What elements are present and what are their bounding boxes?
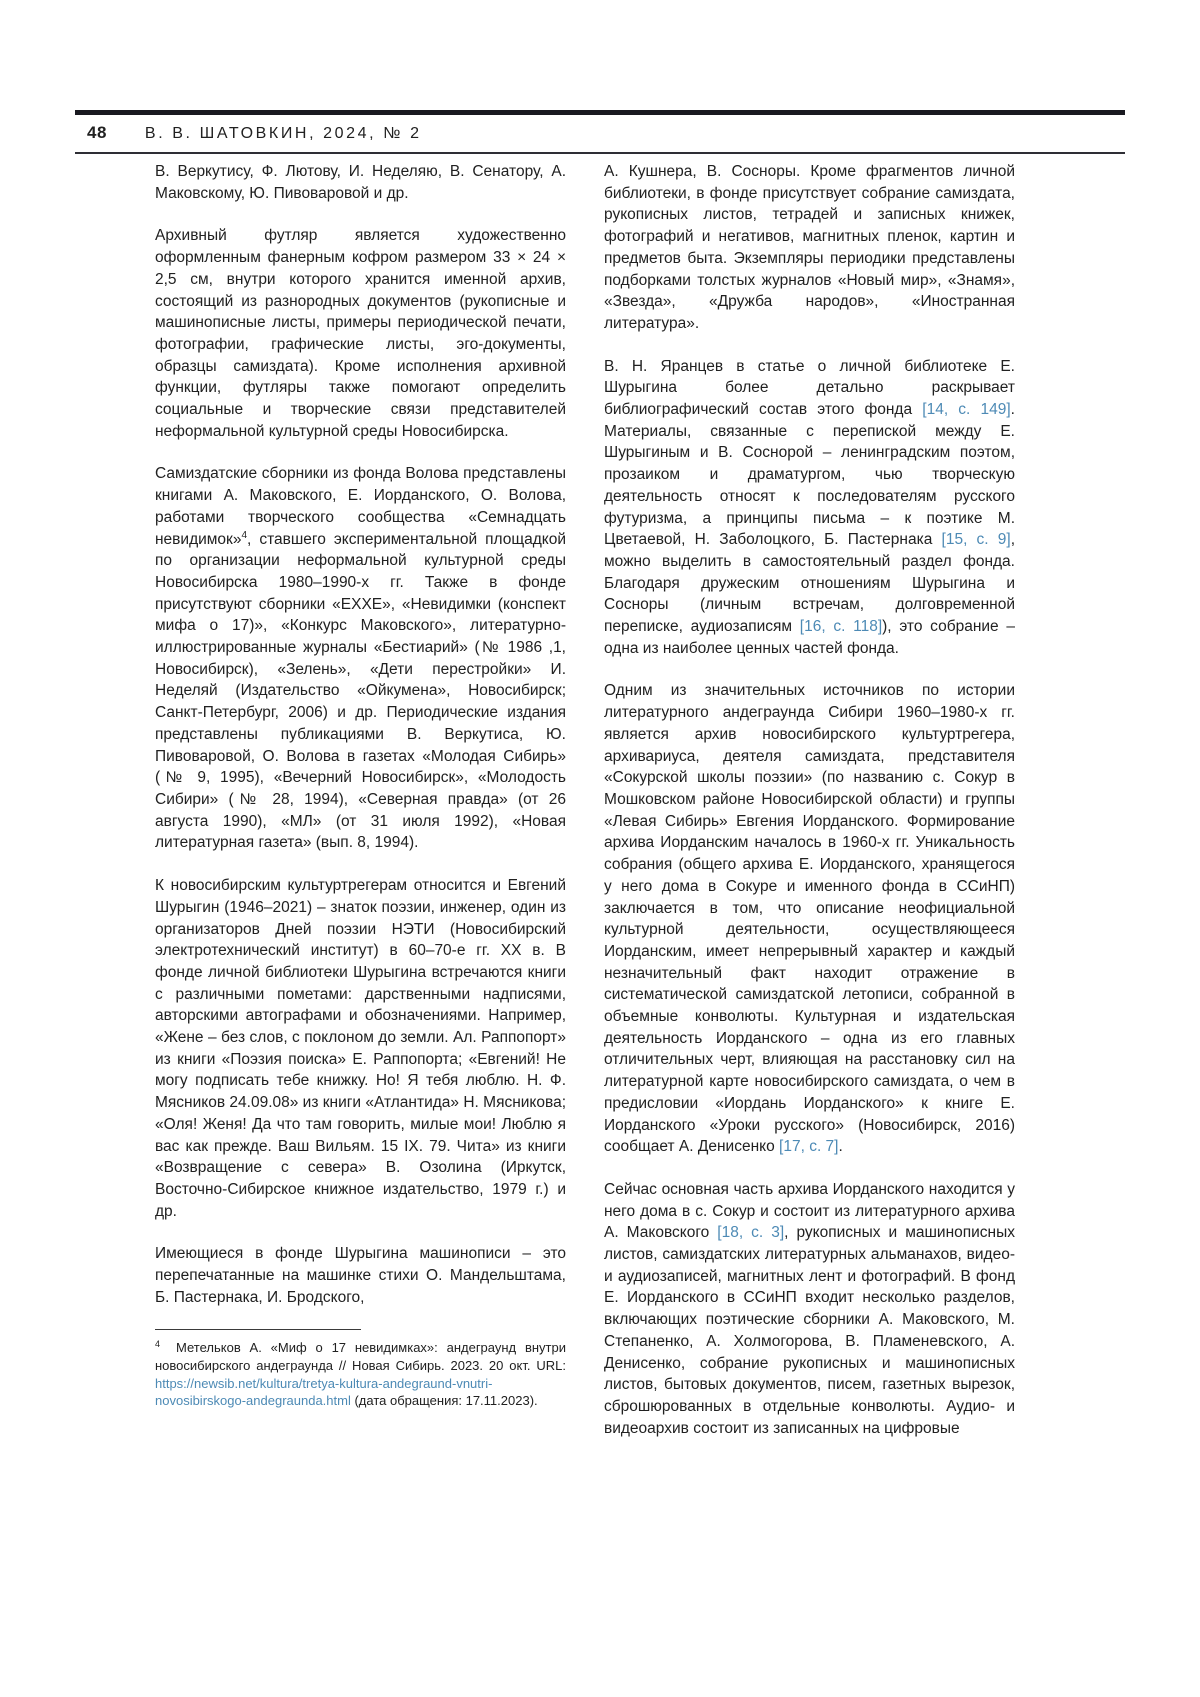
text-run: Сейчас основная часть архива Иорданского находится у него дома в с. Сокур и состоит из литературного архива А. Маковского — [604, 1180, 1015, 1242]
footnote-divider — [155, 1329, 361, 1330]
paragraph — [604, 1179, 1015, 1439]
paragraph — [604, 356, 1015, 660]
footnote-marker: 4 — [155, 1339, 161, 1350]
text-run: А. Кушнера, В. Сосноры. Кроме фрагментов личной библиотеки, в фонде присутствует собрание самиздата, рукописных листов, тетрадей и записных книжек, фотографий и негативов, магнитных пленок, картин и предметов быта. Экземпляры периодики представлены подборками толстых журналов «Новый мир», «Знамя», «Звезда», «Дружба народов», «Иностранная литература». — [604, 163, 1015, 332]
text-run: , ставшего экспериментальной площадкой по организации неформальной культурной среды Новосибирска 1980–1990-х гг. Также в фонде присутствуют сборники «ЕХХЕ», «Невидимки (конспект мифа о 17)», «Конкурс Маковского», литературно-иллюстрированные журналы «Бестиарий» (№ 1986 ,1, Новосибирск), «Зелень», «Дети перестройки» И. Неделяй (Издательство «Ойкумена», Новосибирск; Санкт-Петербург, 2006) и др. Периодические издания представлены публикациями В. Веркутиса, Ю. Пивоваровой, О. Волова в газетах «Молодая Сибирь» (№ 9, 1995), «Вечерний Новосибирск», «Молодость Сибири» (№ 28, 1994), «Северная правда» (от 26 августа 1990), «МЛ» (от 31 июля 1992), «Новая литературная газета» (вып. 8, 1994). — [155, 530, 566, 852]
footnote-text — [155, 1339, 566, 1409]
footnote-citation: Метельков А. «Миф о 17 невидимках»: андеграунд внутри новосибирского андеграунда // Новая Сибирь. 2023. 20 окт. URL: — [155, 1340, 566, 1374]
footnote-url-link[interactable]: https://newsib.net/kultura/tretya-kultura-andegraund-vnutri-novosibirskogo-andegraunda.html — [155, 1375, 493, 1409]
running-title: В. В. ШАТОВКИН, 2024, № 2 — [144, 125, 422, 142]
header-bottom-rule — [75, 152, 1125, 154]
paragraph — [155, 1243, 566, 1308]
left-column-paragraphs — [155, 161, 566, 1308]
text-run: Одним из значительных источников по истории литературного андеграунда Сибири 1960–1980-х гг. является архив новосибирского культуртрегера, архивариуса, деятеля самиздата, представителя «Сокурской школы поэзии» (по названию с. Сокур в Мошковском районе Новосибирской области) и группы «Левая Сибирь» Евгения Иорданского. Формирование архива Иорданским началось в 1960-х гг. Уникальность собрания (общего архива Е. Иорданского, хранящегося у него дома в Сокуре и именного фонда в ССиНП) заключается в том, что описание неофициальной культурной деятельности, осуществляющееся Иорданским, имеет непрерывный характер и каждый незначительный факт находит отражение в систематической самиздатской летописи, собранной в объемные конволюты. Культурная и издательская деятельность Иорданского – одна из его главных отличительных черт, влияющая на расстановку сил на литературной карте новосибирского самиздата, о чем в предисловии «Иордань Иорданского» к книге Е. Иорданского «Уроки русского» (Новосибирск, 2016) сообщает А. Денисенко — [604, 682, 1015, 1156]
text-run: . Материалы, связанные с перепиской между Е. Шурыгиным и В. Соснорой – ленинградским поэтом, прозаиком и драматургом, чью творческую деятельность относят к последователям русского футуризма, а принципы письма – к поэтике М. Цветаевой, Н. Заболоцкого, Б. Пастернака — [604, 401, 1015, 549]
article-body — [155, 161, 1015, 1460]
paragraph — [155, 225, 566, 442]
left-column — [155, 161, 566, 1460]
citation-link[interactable]: [17, с. 7] — [779, 1138, 839, 1156]
page-number: 48 — [87, 123, 107, 142]
footnote-access-date: (дата обращения: 17.11.2023). — [350, 1393, 538, 1409]
citation-link[interactable]: [15, с. 9] — [941, 531, 1011, 549]
text-run: Самиздатские сборники из фонда Волова представлены книгами А. Маковского, Е. Иорданского, О. Волова, работами творческого сообщества «Семнадцать невидимок» — [155, 465, 566, 548]
text-run: Имеющиеся в фонде Шурыгина машинописи – это перепечатанные на машинке стихи О. Мандельштама, Б. Пастернака, И. Бродского, — [155, 1245, 566, 1306]
text-run: , рукописных и машинописных листов, самиздатских литературных альманахов, видео- и аудиозаписей, магнитных лент и фотографий. В фонд Е. Иорданского в ССиНП входит несколько разделов, включающих поэтические сборники А. Маковского, М. Степаненко, А. Холмогорова, В. Пламеневского, А. Денисенко, собрание рукописных и машинописных листов, бытовых документов, писем, газетных вырезок, сброшюрованных в отдельные конволюты. Аудио- и видеоархив состоит из записанных на цифровые — [604, 1224, 1015, 1437]
right-column-paragraphs — [604, 161, 1015, 1439]
footnote — [155, 1329, 566, 1409]
text-run: , можно выделить в самостоятельный раздел фонда. Благодаря дружеским отношениям Шурыгина и Сосноры (личным встречам, долговременной переписке, аудиозаписям — [604, 531, 1015, 636]
paragraph — [604, 680, 1015, 1157]
text-run: В. Веркутису, Ф. Лютову, И. Неделяю, В. Сенатору, А. Маковскому, Ю. Пивоваровой и др. — [155, 163, 566, 202]
paragraph — [604, 161, 1015, 335]
right-column — [604, 161, 1015, 1460]
citation-link[interactable]: [18, с. 3] — [717, 1224, 785, 1242]
citation-link[interactable]: [14, с. 149] — [922, 401, 1011, 419]
text-run: Архивный футляр является художественно оформленным фанерным кофром размером 33 × 24 × 2,5 см, внутри которого хранится именной архив, состоящий из разнородных документов (рукописные и машинописные листы, примеры периодической печати, фотографии, графические листы, эго-документы, образцы самиздата). Кроме исполнения архивной функции, футляры также помогают определить социальные и творческие связи представителей неформальной культурной среды Новосибирска. — [155, 227, 566, 440]
text-run: К новосибирским культуртрегерам относится и Евгений Шурыгин (1946–2021) – знаток поэзии, инженер, один из организаторов Дней поэзии НЭТИ (Новосибирский электротехнический институт) в 60–70-е гг. XX в. В фонде личной библиотеки Шурыгина встречаются книги с различными пометами: дарственными надписями, авторскими автографами и обозначениями. Например, «Жене – без слов, с поклоном до земли. Ал. Раппопорт» из книги «Поэзия поиска» Е. Раппопорта; «Евгений! Не могу подписать тебе книжку. Но! Я тебя люблю. Н. Ф. Мясников 24.09.08» из книги «Атлантида» Н. Мясникова; «Оля! Женя! Да что там говорить, милые мои! Люблю я вас как прежде. Ваш Вильям. 15 IX. 79. Чита» из книги «Возвращение с севера» В. Озолина (Иркутск, Восточно-Сибирское книжное издательство, 1979 г.) и др. — [155, 877, 566, 1220]
text-run: . — [838, 1138, 843, 1156]
text-run: ), это собрание – одна из наиболее ценных частей фонда. — [604, 618, 1015, 657]
footnote-ref-marker: 4 — [241, 529, 248, 541]
running-head — [75, 115, 1125, 152]
paragraph — [155, 161, 566, 204]
page-header — [75, 110, 1125, 154]
paragraph — [155, 463, 566, 854]
citation-link[interactable]: [16, с. 118] — [799, 618, 883, 636]
text-run: В. Н. Яранцев в статье о личной библиотеке Е. Шурыгина более детально раскрывает библиографический состав этого фонда — [604, 357, 1015, 419]
paragraph — [155, 875, 566, 1222]
